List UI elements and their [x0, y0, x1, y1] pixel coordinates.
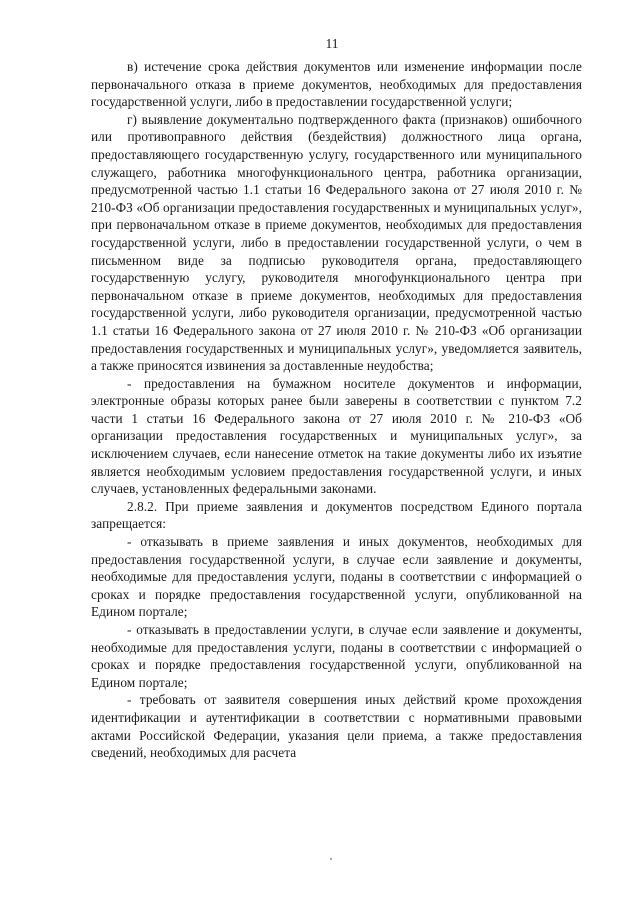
paragraph-paper-documents: - предоставления на бумажном носителе документов и информации, электронные образы которых ранее были заверены в соответствии с пунктом 7.2 части 1 статьи 16 Федерального закона от 27 июля 2010 г. № 210-ФЗ «Об организации предоставления государственных и муниципальных услуг», за исключением случаев, если нанесение отметок на такие документы либо их изъятие является необходимым условием предоставления государственной услуги, и иных случаев, установленных федеральными законами. — [91, 375, 582, 497]
document-body — [91, 58, 582, 762]
scan-speck — [330, 858, 332, 860]
paragraph-item-g: г) выявление документально подтвержденного факта (признаков) ошибочного или противоправного действия (бездействия) должностного лица органа, предоставляющего государственную услугу, государственного или муниципального служащего, работника многофункционального центра, работника организации, предусмотренной частью 1.1 статьи 16 Федерального закона от 27 июля 2010 г. № 210-ФЗ «Об организации предоставления государственных и муниципальных услуг», при первоначальном отказе в приеме документов, необходимых для предоставления государственной услуги, либо в предоставлении государственной услуги, о чем в письменном виде за подписью руководителя органа, предоставляющего государственную услугу, руководителя многофункционального центра при первоначальном отказе в приеме документов, необходимых для предоставления государственной услуги, либо руководителя организации, предусмотренной частью 1.1 статьи 16 Федерального закона от 27 июля 2010 г. № 210-ФЗ «Об организации предоставления государственных и муниципальных услуг», уведомляется заявитель, а также приносятся извинения за доставленные неудобства; — [91, 111, 582, 374]
paragraph-prohibition-refuse-acceptance: - отказывать в приеме заявления и иных документов, необходимых для предоставления государственной услуги, в случае если заявление и документы, необходимые для предоставления услуги, поданы в соответствии с информацией о сроках и порядке предоставления государственной услуги, опубликованной на Едином портале; — [91, 534, 582, 620]
paragraph-prohibition-refuse-service: - отказывать в предоставлении услуги, в случае если заявление и документы, необходимые для предоставления услуги, поданы в соответствии с информацией о сроках и порядке предоставления государственной услуги, опубликованной на Едином портале; — [91, 622, 582, 690]
paragraph-section-2-8-2: 2.8.2. При приеме заявления и документов посредством Единого портала запрещается: — [91, 498, 582, 532]
paragraph-item-v: в) истечение срока действия документов или изменение информации после первоначального отказа в приеме документов, необходимых для предоставления государственной услуги, либо в предоставлении государственной услуги; — [91, 59, 582, 110]
paragraph-prohibition-require-actions: - требовать от заявителя совершения иных действий кроме прохождения идентификации и аутентификации в соответствии с нормативными правовыми актами Российской Федерации, указания цели приема, а также предоставления сведений, необходимых для расчета — [91, 692, 582, 761]
page-number: 11 — [325, 36, 339, 51]
